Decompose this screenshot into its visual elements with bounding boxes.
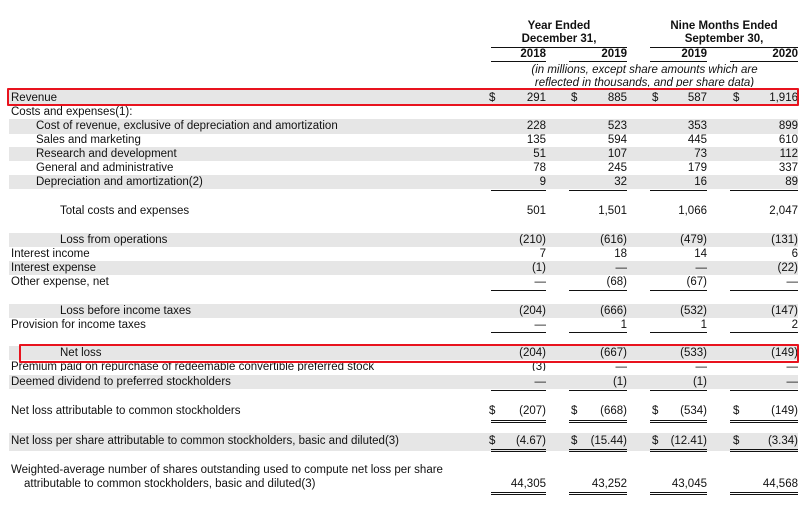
row-value: (533)	[680, 347, 707, 359]
revenue-highlight-box	[7, 88, 799, 106]
underline-rule	[491, 332, 546, 333]
row-label: Interest expense	[11, 262, 97, 274]
underline-rule	[650, 494, 707, 495]
underline-rule	[730, 449, 798, 450]
underline-rule	[650, 290, 707, 291]
underline-rule	[569, 420, 627, 421]
underline-rule	[491, 494, 546, 495]
underline-rule	[491, 449, 546, 450]
underline-rule	[730, 420, 798, 421]
row-label: Deemed dividend to preferred stockholders	[11, 376, 231, 388]
table-row	[0, 147, 804, 161]
year-rule	[730, 61, 798, 62]
row-value: 7	[539, 248, 546, 260]
underline-rule	[491, 451, 546, 452]
year-rule	[650, 61, 707, 62]
underline-rule	[569, 190, 627, 191]
row-label: Weighted-average number of shares outstanding used to compute net loss per share	[11, 464, 443, 476]
header-december: December 31,	[521, 33, 597, 45]
row-value: (68)	[606, 276, 627, 288]
underline-rule	[650, 422, 707, 423]
row-value: —	[534, 376, 546, 388]
row-label: Net loss per share attributable to common stockholders, basic and diluted(3)	[11, 435, 400, 447]
table-row	[0, 161, 804, 175]
table-row	[0, 434, 804, 448]
table-row	[0, 175, 804, 189]
row-label: Loss from operations	[60, 234, 168, 246]
row-value: (534)	[680, 405, 707, 417]
row-value: (666)	[600, 305, 627, 317]
underline-rule	[650, 492, 707, 493]
row-value: 885	[607, 92, 627, 104]
row-label: Loss before income taxes	[60, 305, 192, 317]
dollar-sign: $	[571, 405, 578, 417]
underline-rule	[569, 492, 627, 493]
row-value: —	[615, 361, 627, 371]
dollar-sign: $	[733, 405, 740, 417]
row-value: (204)	[519, 347, 546, 359]
row-label: Net loss	[60, 347, 102, 359]
row-label: Provision for income taxes	[11, 319, 146, 331]
year-rule	[569, 61, 627, 62]
underline-rule	[491, 422, 546, 423]
row-value: 501	[526, 205, 546, 217]
underline-rule	[730, 422, 798, 423]
row-value: (3.34)	[767, 435, 798, 447]
row-value: (12.41)	[670, 435, 707, 447]
row-value: (149)	[771, 405, 798, 417]
header-september: September 30,	[684, 33, 764, 45]
row-label: Cost of revenue, exclusive of depreciation and amortization	[36, 120, 338, 132]
row-value: (204)	[519, 305, 546, 317]
row-value: (22)	[777, 262, 798, 274]
row-label: Revenue	[11, 92, 58, 104]
dollar-sign: $	[571, 92, 578, 104]
table-row	[0, 318, 804, 332]
header-year-ended: Year Ended	[527, 20, 591, 32]
row-value: —	[695, 262, 707, 274]
dollar-sign: $	[489, 435, 496, 447]
header-nine-months: Nine Months Ended	[670, 20, 778, 32]
row-value: 73	[694, 148, 707, 160]
table-row	[0, 463, 804, 477]
table-row	[0, 119, 804, 133]
year-2018: 2018	[520, 48, 546, 60]
row-value: —	[786, 276, 798, 288]
row-value: 1	[700, 319, 707, 331]
underline-rule	[569, 494, 627, 495]
row-value: 594	[607, 134, 627, 146]
table-row	[0, 304, 804, 318]
row-value: 107	[607, 148, 627, 160]
row-value: (1)	[612, 376, 627, 388]
row-value: (3)	[531, 361, 546, 371]
row-value: 78	[533, 162, 546, 174]
row-label: General and administrative	[36, 162, 174, 174]
row-value: 610	[778, 134, 798, 146]
row-value: 51	[533, 148, 546, 160]
underline-rule	[491, 390, 546, 391]
row-value: 14	[694, 248, 707, 260]
underline-rule	[650, 390, 707, 391]
row-value: 899	[778, 120, 798, 132]
row-value: (1)	[692, 376, 707, 388]
year-2020: 2020	[772, 48, 798, 60]
row-value: (532)	[680, 305, 707, 317]
row-value: —	[615, 262, 627, 274]
net-loss-highlight-box	[19, 344, 799, 363]
underline-rule	[650, 332, 707, 333]
underline-rule	[650, 449, 707, 450]
dollar-sign: $	[489, 92, 496, 104]
underline-rule	[730, 332, 798, 333]
row-value: 18	[614, 248, 627, 260]
row-value: 32	[614, 176, 627, 188]
row-value: 1,066	[678, 205, 707, 217]
row-value: 43,252	[591, 478, 627, 490]
row-value: (1)	[531, 262, 546, 274]
row-value: —	[534, 276, 546, 288]
table-row	[0, 404, 804, 418]
row-value: 245	[607, 162, 627, 174]
underline-rule	[730, 390, 798, 391]
table-row	[0, 105, 804, 119]
underline-rule	[730, 494, 798, 495]
row-value: 179	[687, 162, 707, 174]
row-value: 44,305	[510, 478, 546, 490]
underline-rule	[491, 492, 546, 493]
table-row	[0, 375, 804, 389]
underline-rule	[569, 332, 627, 333]
underline-rule	[491, 290, 546, 291]
dollar-sign: $	[652, 405, 659, 417]
table-row	[0, 477, 804, 491]
row-value: 1,501	[598, 205, 627, 217]
row-value: 6	[791, 248, 798, 260]
units-note: (in millions, except share amounts which are	[531, 64, 758, 76]
row-value: (149)	[771, 347, 798, 359]
row-label: Other expense, net	[11, 276, 109, 288]
row-value: 2,047	[769, 205, 798, 217]
dollar-sign: $	[733, 92, 740, 104]
row-value: (131)	[771, 234, 798, 246]
row-value: 89	[785, 176, 798, 188]
row-value: (4.67)	[515, 435, 546, 447]
row-value: (210)	[519, 234, 546, 246]
row-label: Total costs and expenses	[60, 205, 190, 217]
row-value: 135	[526, 134, 546, 146]
dollar-sign: $	[652, 435, 659, 447]
row-value: (668)	[600, 405, 627, 417]
year-2019-nine-months: 2019	[681, 48, 707, 60]
row-value: 353	[687, 120, 707, 132]
row-value: (15.44)	[590, 435, 627, 447]
underline-rule	[569, 422, 627, 423]
row-value: (67)	[686, 276, 707, 288]
dollar-sign: $	[489, 405, 496, 417]
row-value: 1	[620, 319, 627, 331]
row-value: 228	[526, 120, 546, 132]
underline-rule	[650, 451, 707, 452]
table-row	[0, 204, 804, 218]
table-row	[0, 275, 804, 289]
row-value: —	[786, 361, 798, 371]
row-value: (616)	[600, 234, 627, 246]
row-value: (207)	[519, 405, 546, 417]
row-value: —	[695, 361, 707, 371]
year-rule	[491, 61, 546, 62]
underline-rule	[491, 190, 546, 191]
underline-rule	[730, 451, 798, 452]
row-value: (667)	[600, 347, 627, 359]
dollar-sign: $	[571, 435, 578, 447]
underline-rule	[730, 290, 798, 291]
underline-rule	[650, 420, 707, 421]
underline-rule	[650, 190, 707, 191]
year-2019: 2019	[601, 48, 627, 60]
row-label: attributable to common stockholders, basic and diluted(3)	[24, 478, 316, 490]
table-row	[0, 133, 804, 147]
row-value: (479)	[680, 234, 707, 246]
underline-rule	[730, 190, 798, 191]
row-label: Net loss attributable to common stockholders	[11, 405, 241, 417]
row-value: 587	[687, 92, 707, 104]
row-value: 1,916	[769, 92, 798, 104]
row-label: Sales and marketing	[36, 134, 141, 146]
row-value: 9	[539, 176, 546, 188]
row-value: 2	[791, 319, 798, 331]
row-value: 112	[779, 148, 798, 160]
table-row	[0, 247, 804, 261]
units-note-line2: reflected in thousands, and per share data)	[534, 77, 755, 87]
row-label: Research and development	[36, 148, 177, 160]
dollar-sign: $	[652, 92, 659, 104]
row-value: 291	[526, 92, 546, 104]
row-label: Costs and expenses(1):	[11, 106, 133, 118]
underline-rule	[569, 390, 627, 391]
underline-rule	[730, 492, 798, 493]
row-value: (147)	[771, 305, 798, 317]
row-label: Depreciation and amortization(2)	[36, 176, 203, 188]
row-value: 337	[778, 162, 798, 174]
underline-rule	[569, 451, 627, 452]
row-value: 445	[687, 134, 707, 146]
underline-rule	[569, 449, 627, 450]
row-label: Interest income	[11, 248, 90, 260]
row-value: 43,045	[671, 478, 707, 490]
table-row	[0, 233, 804, 247]
dollar-sign: $	[733, 435, 740, 447]
row-value: 16	[694, 176, 707, 188]
row-value: —	[786, 376, 798, 388]
row-value: 523	[607, 120, 627, 132]
row-label: Premium paid on repurchase of redeemable convertible preferred stock	[11, 361, 375, 371]
row-value: 44,568	[762, 478, 798, 490]
row-value: —	[534, 319, 546, 331]
underline-rule	[569, 290, 627, 291]
table-row	[0, 261, 804, 275]
underline-rule	[491, 420, 546, 421]
